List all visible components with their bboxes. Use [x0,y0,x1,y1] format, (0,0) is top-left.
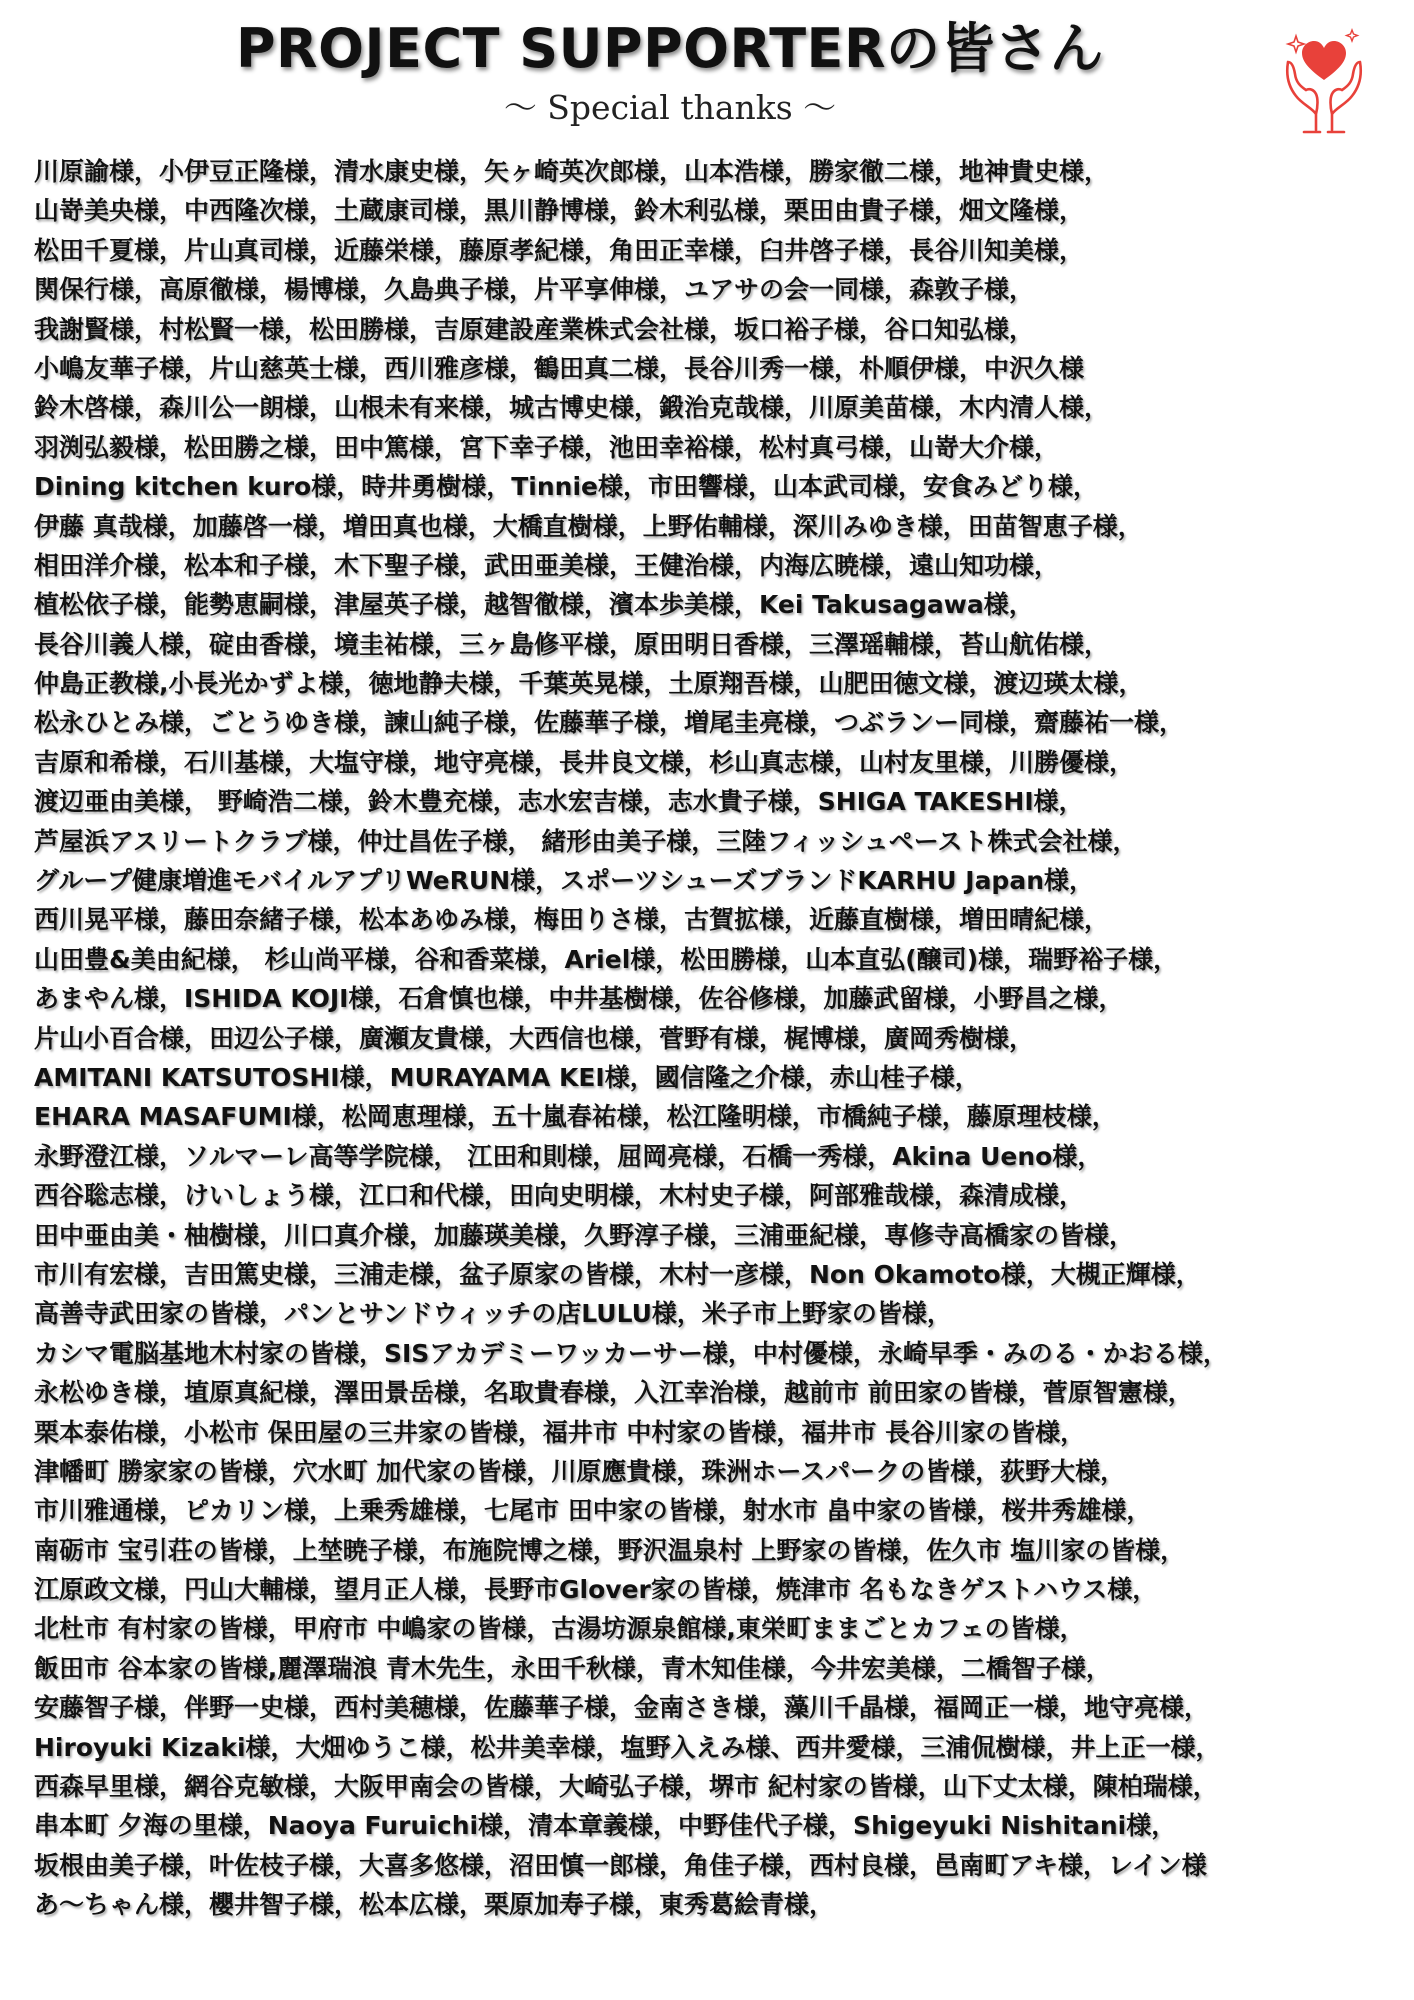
supporter-line: 羽渕弘毅様，松田勝之様，田中篤様，宮下幸子様，池田幸裕様，松村真弓様，山嵜大介様， [34,432,1060,462]
supporter-line: AMITANI KATSUTOSHI様，MURAYAMA KEI様，國信隆之介様，赤山桂子様， [34,1062,980,1092]
supporter-line: 坂根由美子様，叶佐枝子様，大喜多悠様，沼田慎一郎様，角佳子様，西村良様，邑南町アキ様，レイン様 [34,1850,1207,1880]
supporter-line: EHARA MASAFUMI様，松岡恵理様，五十嵐春祐様，松江隆明様，市橋純子様，藤原理枝様， [34,1102,1117,1132]
supporter-line: 市川雅通様，ピカリン様，上乗秀雄様，七尾市 田中家の皆様，射水市 畠中家の皆様，桜井秀雄様， [34,1496,1152,1526]
supporter-line: 相田洋介様，松本和子様，木下聖子様，武田亜美様，王健治様，内海広暁様，遠山知功様， [34,550,1060,580]
supporter-line: 山嵜美央様，中西隆次様，土蔵康司様，黒川静博様，鈴木利弘様，栗田由貴子様，畑文隆様， [34,196,1085,226]
supporter-line: 吉原和希様，石川基様，大塩守様，地守亮様，長井良文様，杉山真志様，山村友里様，川勝優様， [34,747,1135,777]
supporter-line: 関保行様，高原徹様，楊博様，久島典子様，片平享伸様，ユアサの会一同様，森敦子様， [34,275,1035,305]
supporter-line: 川原諭様，小伊豆正隆様，清水康史様，矢ヶ崎英次郎様，山本浩様，勝家徹二様，地神貴史様， [34,157,1110,186]
supporter-line: 山田豊&美由紀様， 杉山尚平様，谷和香菜様，Ariel様，松田勝様，山本直弘(醸司)様，瑞野裕子様， [34,944,1179,974]
supporter-line: 西谷聡志様，けいしょう様，江口和代様，田向史明様，木村史子様，阿部雅哉様，森清成様， [34,1181,1085,1211]
supporter-line: 植松依子様，能勢恵嗣様，津屋英子様，越智徹様，濱本歩美様，Kei Takusagawa様， [34,590,1034,620]
supporter-line: 西森早里様，網谷克敏様，大阪甲南会の皆様，大崎弘子様，堺市 紀村家の皆様，山下丈太様，陳柏瑞様， [34,1772,1218,1802]
supporter-line: 津幡町 勝家家の皆様，穴水町 加代家の皆様，川原應貴様，珠洲ホースパークの皆様，荻野大様， [34,1456,1126,1486]
page-subtitle: ～ Special thanks ～ [503,88,837,127]
supporter-line: 松永ひとみ様，ごとうゆき様，諫山純子様，佐藤華子様，増尾圭亮様，つぶランー同様，齋藤祐一様， [34,708,1185,738]
supporter-line: 渡辺亜由美様， 野崎浩二様，鈴木豊充様，志水宏吉様，志水貴子様，SHIGA TAKESHI様， [34,787,1084,817]
supporter-line: 田中亜由美・柚樹様，川口真介様，加藤瑛美様，久野淳子様，三浦亜紀様，専修寺高橋家の皆様， [34,1220,1135,1250]
supporter-line: 永野澄江様，ソルマーレ高等学院様， 江田和則様，屈岡亮様，石橋一秀様，Akina Ueno様， [34,1141,1103,1171]
supporter-line: 永松ゆき様，埴原真紀様，澤田景岳様，名取貴春様，入江幸治様，越前市 前田家の皆様，菅原智憲様， [34,1378,1193,1408]
page-title: PROJECT SUPPORTERの皆さん [235,17,1105,80]
supporter-line: 小嶋友華子様，片山慈英士様，西川雅彦様，鶴田真二様，長谷川秀一様，朴順伊様，中沢久様 [34,353,1085,383]
supporter-line: あ～ちゃん様，櫻井智子様，松本広様，栗原加寿子様，東秀葛絵青様， [34,1890,835,1920]
supporter-line: 鈴木啓様，森川公一朗様，山根未有来様，城古博史様，鍛治克哉様，川原美苗様，木内清人様， [34,393,1110,423]
supporter-line: 栗本泰佑様，小松市 保田屋の三井家の皆様，福井市 中村家の皆様，福井市 長谷川家の皆様， [34,1417,1086,1447]
supporter-line: 長谷川義人様，碇由香様，境圭祐様，三ヶ島修平様，原田明日香様，三澤瑶輔様，苔山航佑様， [34,629,1110,659]
supporter-list [34,152,1394,1925]
supporter-line: 江原政文様，円山大輔様，望月正人様，長野市Glover家の皆様，焼津市 名もなきゲストハウス様， [34,1575,1158,1605]
supporter-line: 北杜市 有村家の皆様，甲府市 中嶋家の皆様，古湯坊源泉館様,東栄町ままごとカフェの皆様， [34,1614,1085,1644]
supporter-line: 高善寺武田家の皆様，パンとサンドウィッチの店LULU様，米子市上野家の皆様， [34,1299,952,1329]
supporter-line: 片山小百合様，田辺公子様，廣瀬友貴様，大西信也様，菅野有様，梶博様，廣岡秀樹様， [34,1023,1035,1053]
page-header [0,0,1414,160]
supporter-line: 仲島正教様,小長光かずよ様，徳地静夫様，千葉英晃様，土原翔吾様，山肥田徳文様，渡辺瑛太様， [34,669,1144,699]
supporter-line: 伊藤 真哉様，加藤啓一様，増田真也様，大橋直樹様，上野佑輔様，深川みゆき様，田苗智恵子様， [34,511,1143,541]
supporter-line: 安藤智子様，伴野一史様，西村美穂様，佐藤華子様，金南さき様，藻川千晶様，福岡正一様，地守亮様， [34,1693,1210,1723]
supporter-line: あまやん様，ISHIDA KOJI様，石倉慎也様，中井基樹様，佐谷修様，加藤武留様，小野昌之様， [34,984,1124,1014]
supporter-line: 松田千夏様，片山真司様，近藤栄様，藤原孝紀様，角田正幸様，臼井啓子様，長谷川知美様， [34,235,1085,265]
supporter-line: 飯田市 谷本家の皆様,麗澤瑞浪 青木先生，永田千秋様，青木知佳様，今井宏美様，二橋智子様， [34,1653,1111,1683]
supporter-line: Dining kitchen kuro様，時井勇樹様，Tinnie様，市田響様，山本武司様，安食みどり様， [34,472,1098,502]
supporter-line: グループ健康増進モバイルアプリWeRUN様，スポーツシューズブランドKARHU Japan様， [34,866,1094,896]
supporter-line: 我謝賢様，村松賢一様，松田勝様，吉原建設産業株式会社様，坂口裕子様，谷口知弘様， [34,314,1035,344]
supporter-line: 串本町 夕海の里様，Naoya Furuichi様，清本章義様，中野佳代子様，Shigeyuki Nishitani様， [34,1811,1177,1841]
supporter-line: Hiroyuki Kizaki様，大畑ゆうこ様，松井美幸様，塩野入えみ様、西井愛様，三浦侃樹様，井上正一様， [34,1732,1221,1762]
heart-in-hands-icon [1282,28,1366,134]
supporter-line: 西川晃平様，藤田奈緒子様，松本あゆみ様，梅田りさ様，古賀拡様，近藤直樹様，増田晴紀様， [34,905,1110,935]
supporter-line: カシマ電脳基地木村家の皆様，SISアカデミーワッカーサー様，中村優様，永崎早季・みのる・かおる様， [34,1338,1228,1368]
supporter-line: 南砺市 宝引荘の皆様，上埜暁子様，布施院博之様，野沢温泉村 上野家の皆様，佐久市 塩川家の皆様， [34,1535,1186,1565]
supporter-line: 芦屋浜アスリートクラブ様，仲辻昌佐子様， 緒形由美子様，三陸フィッシュペースト株式会社様， [34,826,1138,856]
supporter-line: 市川有宏様，吉田篤史様，三浦走様，盆子原家の皆様，木村一彦様，Non Okamoto様，大槻正輝様， [34,1259,1201,1289]
